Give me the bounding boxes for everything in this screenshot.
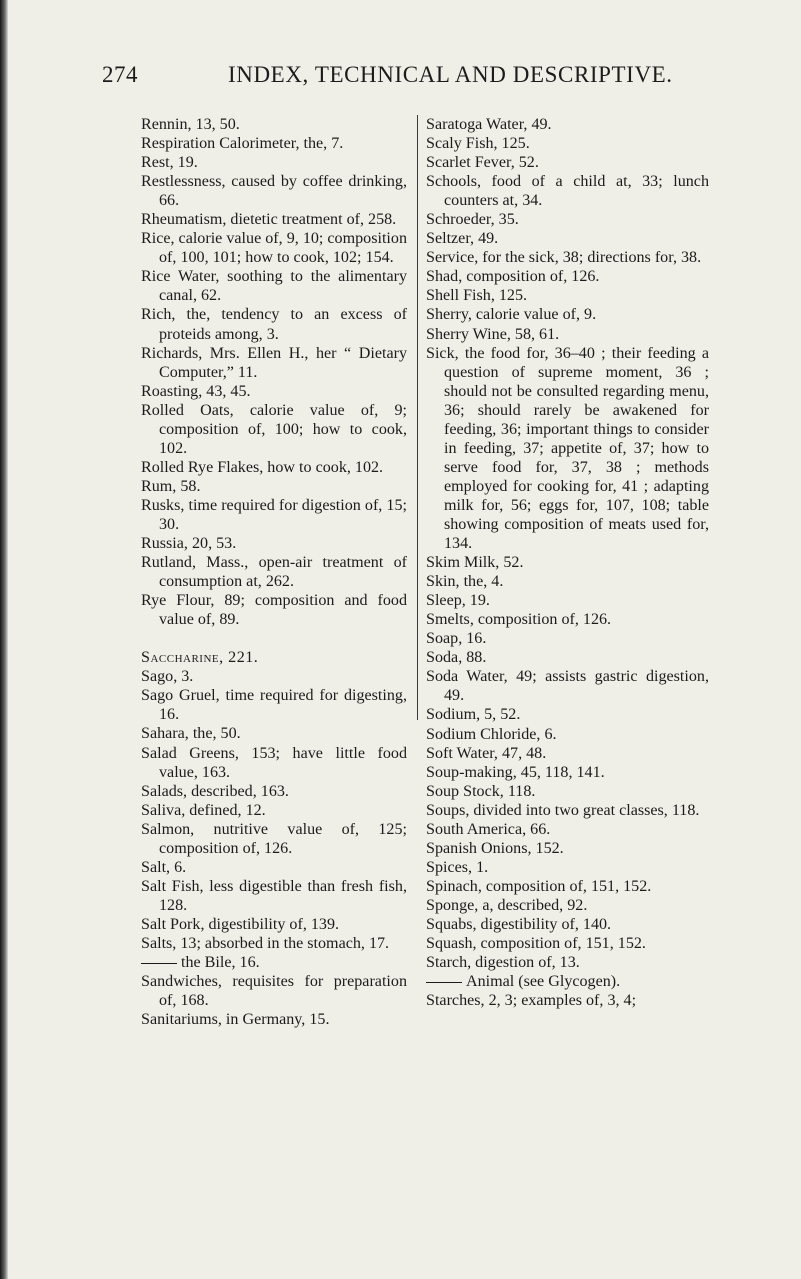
index-entry-text: Rich, the, tendency to an excess of proteids among, 3. [141, 306, 407, 343]
index-entry [426, 782, 709, 801]
index-entry [141, 115, 407, 134]
index-entry [141, 858, 407, 877]
index-entry-text: Russia, 20, 53. [141, 535, 237, 553]
index-entry-text: Salts, 13; absorbed in the stomach, 17. [141, 934, 390, 952]
index-entry [426, 591, 709, 610]
index-entry [426, 820, 709, 839]
index-entry [426, 972, 709, 991]
index-entry-text: Soda, 88. [426, 649, 487, 667]
running-head: INDEX, TECHNICAL AND DESCRIPTIVE. [228, 62, 673, 87]
index-entry [426, 839, 709, 858]
index-entry-text: Squash, composition of, 151, 152. [426, 935, 646, 953]
index-entry-text: Rutland, Mass., open-air treatment of consumption at, 262. [141, 554, 407, 591]
index-entry [426, 915, 709, 934]
index-entry-text: Squabs, digestibility of, 140. [426, 915, 612, 933]
index-entry [426, 877, 709, 896]
index-entry [426, 953, 709, 972]
index-entry [141, 534, 407, 553]
index-entry [426, 705, 709, 724]
index-entry-text: Smelts, composition of, 126. [426, 611, 612, 629]
index-entry-text: Soups, divided into two great classes, 118. [426, 801, 700, 819]
index-entry-text: Soup-making, 45, 118, 141. [426, 763, 605, 781]
index-entry-text: Salt, 6. [141, 858, 187, 876]
index-entry [426, 248, 709, 267]
index-entry-text: Starch, digestion of, 13. [426, 954, 580, 972]
index-entry [426, 744, 709, 763]
index-entry [141, 934, 407, 953]
index-entry-text: Scarlet Fever, 52. [426, 154, 539, 172]
index-entry-text: Sandwiches, requisites for preparation of, 168. [141, 973, 407, 1010]
index-entry-text: Rum, 58. [141, 477, 201, 495]
index-entry-text: Respiration Calorimeter, the, 7. [141, 135, 344, 153]
index-entry [426, 572, 709, 591]
index-entry-text: Sanitariums, in Germany, 15. [141, 1011, 330, 1029]
index-entry-text: Richards, Mrs. Ellen H., her “ Dietary Computer,” 11. [141, 344, 407, 381]
index-entry-text: Rest, 19. [141, 154, 198, 172]
index-entry [141, 458, 407, 477]
index-entry-text: Scaly Fish, 125. [426, 135, 530, 153]
index-entry-text: Rolled Oats, calorie value of, 9; composition of, 100; how to cook, 102. [141, 401, 407, 457]
book-binding-edge [0, 0, 8, 1279]
index-entry [141, 820, 407, 858]
index-entry [141, 953, 407, 972]
index-entry [141, 382, 407, 401]
index-entry [141, 782, 407, 801]
index-entry [426, 553, 709, 572]
index-entry [141, 972, 407, 1010]
index-entry-text: the Bile, 16. [181, 954, 260, 972]
page-number: 274 [102, 62, 138, 87]
index-entry [426, 991, 709, 1010]
index-entry [426, 629, 709, 648]
page-header [0, 62, 801, 92]
index-entry-text: Rennin, 13, 50. [141, 116, 240, 133]
index-entry-text: Sodium, 5, 52. [426, 706, 521, 724]
index-entry-text: Soft Water, 47, 48. [426, 744, 547, 762]
repeat-dash [141, 963, 177, 964]
index-entry-text: Sleep, 19. [426, 592, 490, 610]
index-entry [426, 172, 709, 210]
index-entry [141, 724, 407, 743]
index-entry-text: Sahara, the, 50. [141, 725, 241, 743]
index-entry-text: Starches, 2, 3; examples of, 3, 4; [426, 992, 637, 1010]
index-entry-text: Salads, described, 163. [141, 782, 289, 800]
index-entry-text: Animal (see Glycogen). [466, 973, 621, 991]
index-entry-text: Skim Milk, 52. [426, 554, 524, 572]
index-entry-text: Restlessness, caused by coffee drinking, 66. [141, 173, 407, 210]
index-entry [141, 915, 407, 934]
index-entry-text: Schroeder, 35. [426, 211, 519, 229]
index-entry-text: Rolled Rye Flakes, how to cook, 102. [141, 458, 384, 476]
index-entry-text: Shad, composition of, 126. [426, 268, 600, 286]
index-entry [426, 305, 709, 324]
index-entry-text: Sherry, calorie value of, 9. [426, 306, 597, 324]
index-entry [141, 686, 407, 724]
index-entry [426, 858, 709, 877]
index-entry-text: Rice, calorie value of, 9, 10; composition of, 100, 101; how to cook, 102; 154. [141, 230, 407, 267]
index-entry-text: Saliva, defined, 12. [141, 801, 266, 819]
index-entry-text: Seltzer, 49. [426, 230, 499, 248]
index-entry-text: Spices, 1. [426, 858, 489, 876]
index-entry-text: Spanish Onions, 152. [426, 839, 564, 857]
index-entry-text: Sodium Chloride, 6. [426, 725, 557, 743]
index-entry [141, 210, 407, 229]
index-entry [141, 172, 407, 210]
index-entry-text: Rheumatism, dietetic treatment of, 258. [141, 211, 397, 229]
index-entry-text: Saratoga Water, 49. [426, 116, 552, 133]
index-entry-text: Salmon, nutritive value of, 125; composition of, 126. [141, 820, 407, 857]
index-column-left [141, 115, 407, 1029]
index-entry-text: Rusks, time required for digestion of, 15; 30. [141, 496, 407, 533]
index-entry [141, 553, 407, 591]
index-entry [426, 229, 709, 248]
index-entry-text: Sherry Wine, 58, 61. [426, 325, 560, 343]
index-entry [426, 934, 709, 953]
index-entry-text: Shell Fish, 125. [426, 287, 528, 305]
index-entry [141, 744, 407, 782]
index-entry [426, 648, 709, 667]
index-entry [141, 344, 407, 382]
index-entry [426, 210, 709, 229]
index-entry [426, 267, 709, 286]
index-entry-text: Schools, food of a child at, 33; lunch counters at, 34. [426, 173, 709, 210]
index-entry-text: Soda Water, 49; assists gastric digestion, 49. [426, 668, 709, 705]
repeat-dash [426, 982, 462, 983]
index-entry [141, 667, 407, 686]
index-entry-text: Salad Greens, 153; have little food value, 163. [141, 744, 407, 781]
index-entry-text: Soap, 16. [426, 630, 487, 648]
index-entry-text: Spinach, composition of, 151, 152. [426, 877, 652, 895]
index-entry [141, 801, 407, 820]
index-entry [426, 115, 709, 134]
index-entry [141, 305, 407, 343]
index-entry-text: Sago Gruel, time required for digesting, 16. [141, 687, 407, 724]
index-entry [141, 229, 407, 267]
index-entry [141, 648, 407, 667]
index-entry-text: Skin, the, 4. [426, 573, 504, 591]
index-entry [426, 325, 709, 344]
index-entry [426, 801, 709, 820]
index-entry-text: Roasting, 43, 45. [141, 382, 251, 400]
index-entry [426, 896, 709, 915]
index-entry [141, 401, 407, 458]
index-entry-text: Sponge, a, described, 92. [426, 896, 588, 914]
index-entry-text: Rice Water, soothing to the alimentary canal, 62. [141, 268, 407, 305]
index-entry [426, 763, 709, 782]
index-entry [426, 725, 709, 744]
index-entry [141, 496, 407, 534]
index-entry-text: South America, 66. [426, 820, 551, 838]
index-entry [141, 877, 407, 915]
index-column-right [426, 115, 709, 1010]
column-divider [417, 115, 418, 720]
index-entry-text: Rye Flour, 89; composition and food value of, 89. [141, 592, 407, 629]
index-entry-text: Salt Fish, less digestible than fresh fish, 128. [141, 877, 407, 914]
index-entry-text: Service, for the sick, 38; directions for, 38. [426, 249, 702, 267]
index-entry [141, 591, 407, 629]
index-entry-text: Sago, 3. [141, 668, 194, 686]
index-entry [141, 477, 407, 496]
index-entry-text: Salt Pork, digestibility of, 139. [141, 915, 340, 933]
index-entry [426, 286, 709, 305]
index-entry [426, 153, 709, 172]
index-entry [141, 1010, 407, 1029]
index-entry [141, 153, 407, 172]
index-entry [426, 610, 709, 629]
index-entry [426, 667, 709, 705]
index-entry-text: Sick, the food for, 36–40 ; their feeding a question of supreme moment, 36 ; should not be consulted regarding menu, 36; should rarely be awakened for feeding, 36; important things to consider in feeding, 37; appetite of, 37; how to serve food for, 37, 38 ; methods employed for cooking for, 41 ; adapting milk for, 56; eggs for, 107, 108; table showing composition of meats used for, 134. [426, 344, 709, 553]
index-entry-text: Soup Stock, 118. [426, 782, 536, 800]
index-entry [141, 134, 407, 153]
index-entry-text: Saccharine, 221. [141, 649, 259, 667]
index-entry [426, 344, 709, 554]
index-entry [141, 267, 407, 305]
index-entry [426, 134, 709, 153]
